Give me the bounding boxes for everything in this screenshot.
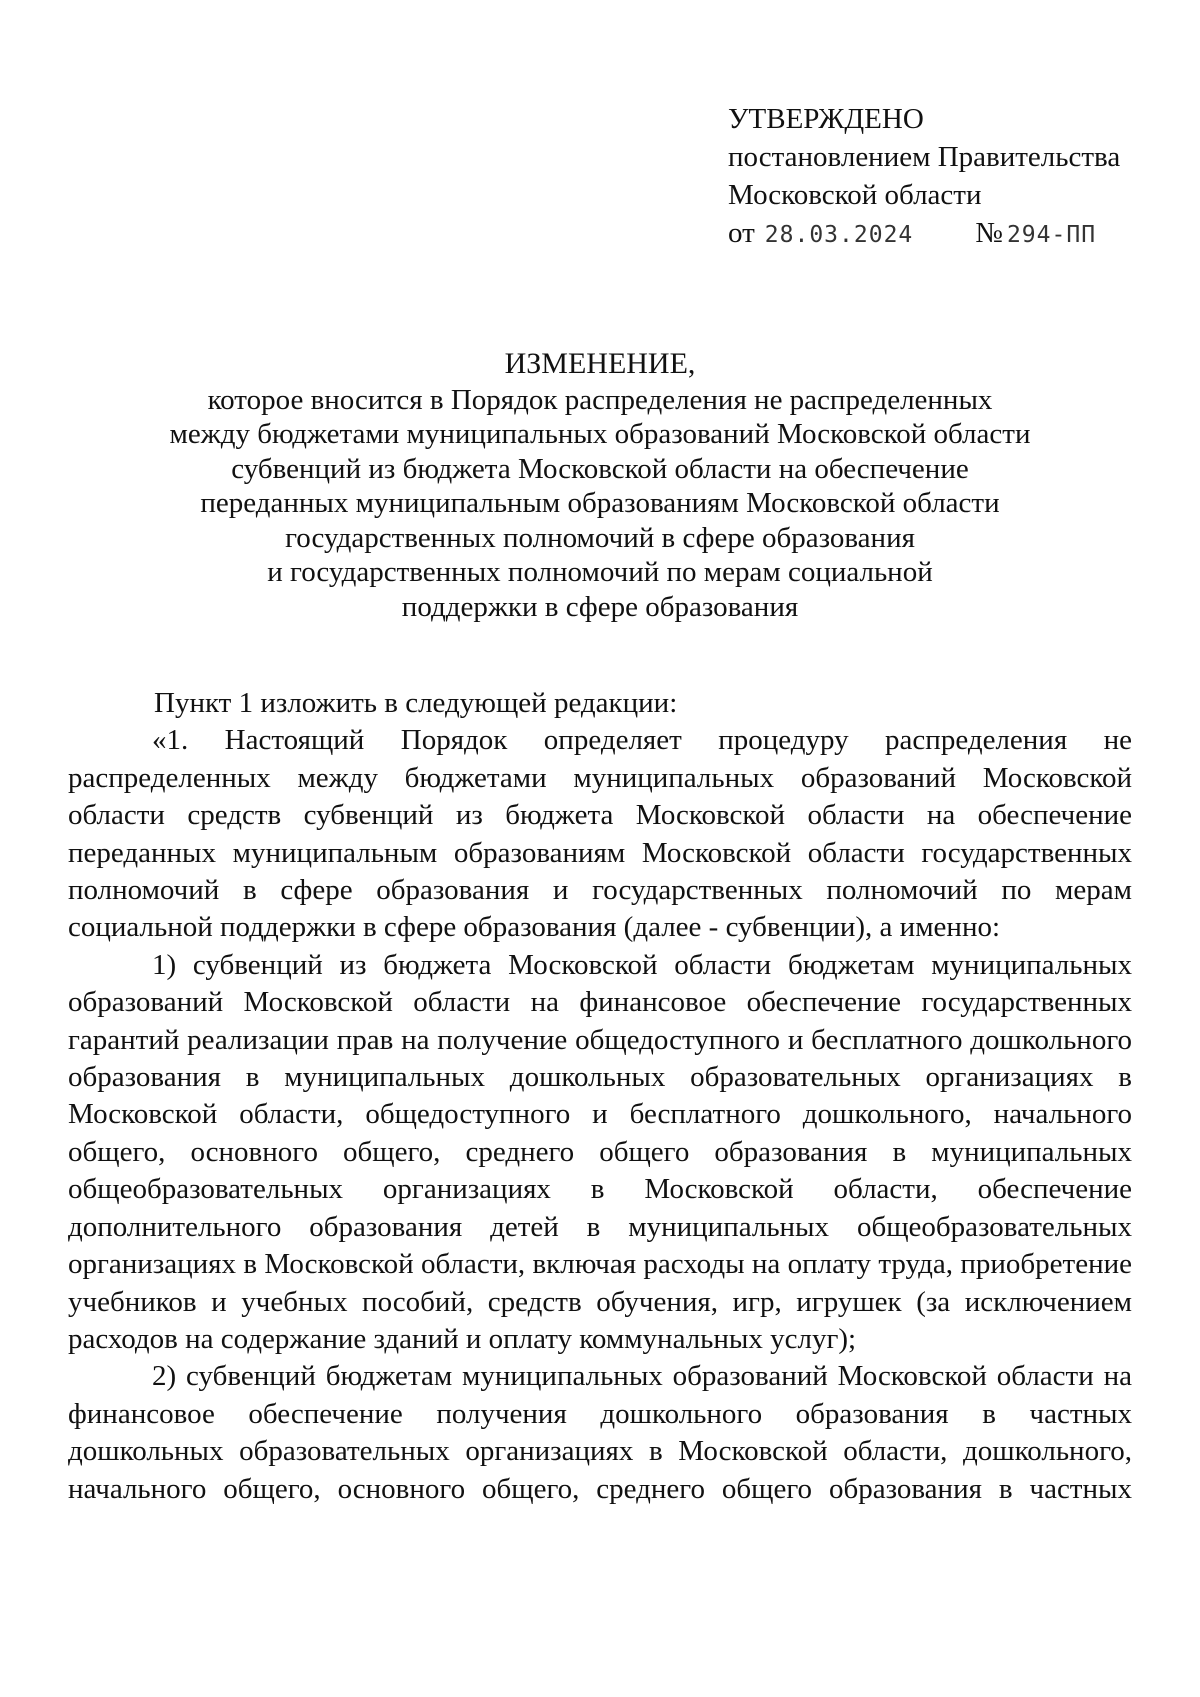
title-line: субвенций из бюджета Московской области на обеспечение xyxy=(231,452,969,485)
document-body xyxy=(68,685,1132,1508)
list-item-1: 1) субвенций из бюджета Московской области бюджетам муниципальных образований Московской области на финансовое обеспечение государственных гарантий реализации прав на получение общедоступного и бесплатного дошкольного образования в муниципальных дошкольных образовательных организациях в Московской области, общедоступного и бесплатного дошкольного, начального общего, основного общего, среднего общего образования в муниципальных общеобразовательных организациях в Московской области, обеспечение дополнительного образования детей в муниципальных общеобразовательных организациях в Московской области, включая расходы на оплату труда, приобретение учебников и учебных пособий, средств обучения, игр, игрушек (за исключением расходов на содержание зданий и оплату коммунальных услуг); xyxy=(68,948,1132,1355)
approval-authority-line: постановлением Правительства xyxy=(728,141,1121,173)
approval-region-line: Московской области xyxy=(728,179,982,211)
approved-label: УТВЕРЖДЕНО xyxy=(728,103,924,135)
title-line: поддержки в сфере образования xyxy=(401,590,799,623)
intro-paragraph: Пункт 1 изложить в следующей редакции: xyxy=(154,687,678,719)
title-line: которое вносится в Порядок распределения не распределенных xyxy=(207,383,993,416)
approval-number: 294-ПП xyxy=(1006,222,1097,248)
title-line: и государственных полномочий по мерам социальной xyxy=(267,556,933,588)
approval-block xyxy=(728,100,1120,254)
document-title xyxy=(100,347,1100,624)
approval-date-number-line xyxy=(728,214,1120,254)
title-line: государственных полномочий в сфере образования xyxy=(285,521,915,554)
list-item-2: 2) субвенций бюджетам муниципальных образований Московской области на финансовое обеспечение получения дошкольного образования в частных дошкольных образовательных организациях в Московской области, дошкольного, начального общего, основного общего, среднего общего образования в частных xyxy=(68,1360,1132,1505)
number-label: № xyxy=(975,217,1003,249)
title-line: переданных муниципальным образованиям Московской области xyxy=(200,487,1000,519)
title-line: между бюджетами муниципальных образований Московской области xyxy=(169,418,1031,450)
from-label: от xyxy=(728,217,755,249)
paragraph-1: «1. Настоящий Порядок определяет процедуру распределения не распределенных между бюджетами муниципальных образований Московской области средств субвенций из бюджета Московской области на обеспечение переданных муниципальным образованиям Московской области государственных полномочий в сфере образования и государственных полномочий по мерам социальной поддержки в сфере образования (далее - субвенции), а именно: xyxy=(68,724,1132,944)
title-heading: ИЗМЕНЕНИЕ, xyxy=(504,347,696,380)
approval-date: 28.03.2024 xyxy=(764,222,914,248)
